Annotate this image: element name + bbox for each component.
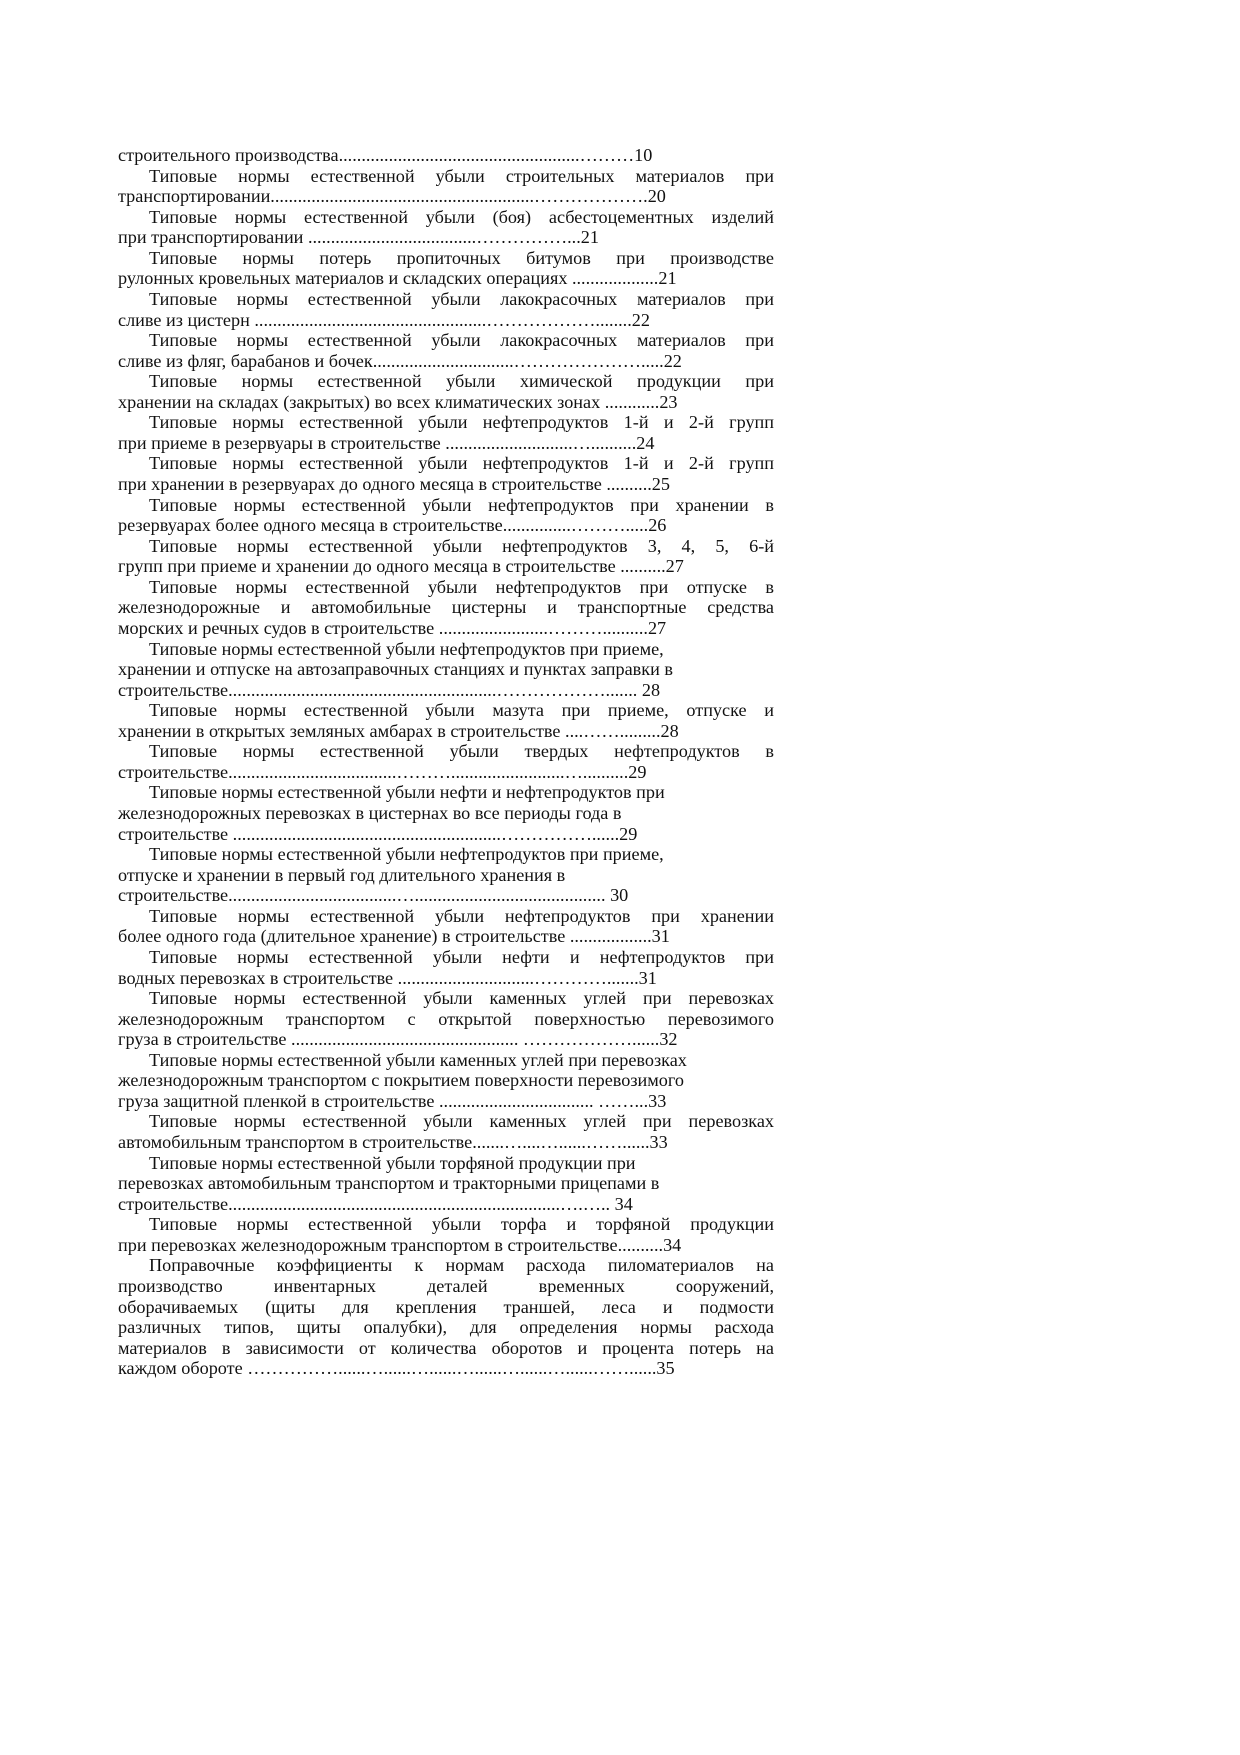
toc-entry-start: Типовые нормы естественной убыли нефтепродуктов 1-й и 2-й групп (149, 453, 774, 474)
toc-entry-line: производство инвентарных деталей временных сооружений, (118, 1275, 774, 1296)
toc-entry-start: Типовые нормы естественной убыли нефтепродуктов при хранении в (149, 494, 774, 515)
toc-entry-start: Типовые нормы естественной убыли нефтепродуктов при отпуске в (149, 576, 774, 597)
toc-entry-start: Типовые нормы естественной убыли каменных углей при перевозках (149, 988, 774, 1009)
toc-entry-line: хранении в открытых земляных амбарах в строительстве ....…….........28 (118, 720, 679, 741)
toc-entry-line: оборачиваемых (щиты для крепления траншей, леса и подмости (118, 1296, 774, 1317)
toc-entry-line: транспортировании..........................................................……………….20 (118, 186, 666, 207)
toc-entry-start: Типовые нормы естественной убыли нефтепродуктов 1-й и 2-й групп (149, 412, 774, 433)
toc-entry-line: строительстве.....................................……….........................…..........29 (118, 761, 647, 782)
toc-entry-line: железнодорожным транспортом с открытой поверхностью перевозимого (118, 1008, 774, 1029)
toc-entry-start: Типовые нормы естественной убыли нефти и нефтепродуктов при (149, 946, 774, 967)
toc-entry-line: отпуске и хранении в первый год длительного хранения в (118, 864, 566, 885)
toc-entry-line: сливе из цистерн ...................................................………………........22 (118, 309, 650, 330)
toc-entry-line: перевозках автомобильным транспортом и тракторными прицепами в (118, 1173, 660, 1194)
toc-entry-line: строительстве.........................................................................….….. 34 (118, 1193, 633, 1214)
toc-entry-start: Типовые нормы естественной убыли (боя) асбестоцементных изделий (149, 206, 774, 227)
toc-entry-start: Типовые нормы естественной убыли каменных углей при перевозках (149, 1111, 774, 1132)
toc-entry-line: при приеме в резервуары в строительстве ............................…..........24 (118, 432, 655, 453)
toc-entry-line: строительстве ...........................................................……………......29 (118, 823, 638, 844)
toc-entry-line: строительстве...........................................................………………....... 28 (118, 679, 661, 700)
toc-entry-line: груза защитной пленкой в строительстве .................................. ……...33 (118, 1090, 667, 1111)
toc-entry-start: Типовые нормы естественной убыли мазута при приеме, отпуске и (149, 700, 774, 721)
toc-entry-line: железнодорожные и автомобильные цистерны и транспортные средства (118, 597, 774, 618)
toc-entry-start: Типовые нормы естественной убыли лакокрасочных материалов при (149, 330, 774, 351)
toc-entry-line: рулонных кровельных материалов и складских операциях ...................21 (118, 268, 677, 289)
toc-entry-line: автомобильным транспортом в строительстве.......…....…......……......33 (118, 1132, 668, 1152)
toc-entry-start: Типовые нормы естественной убыли нефтепродуктов при хранении (149, 905, 774, 926)
toc-entry-start: Типовые нормы потерь пропиточных битумов при производстве (149, 247, 774, 268)
toc-entry-line: резервуарах более одного месяца в строительстве...............……….....26 (118, 515, 667, 536)
toc-entry-start: Типовые нормы естественной убыли нефтепродуктов при приеме, (149, 844, 664, 865)
toc-entry-line: груза в строительстве .................................................. ………………......32 (118, 1029, 678, 1050)
toc-entry-line: строительстве.....................................….......................................... 30 (118, 885, 629, 906)
toc-entry-start: Типовые нормы естественной убыли химической продукции при (149, 371, 774, 392)
toc-entry-start: Типовые нормы естественной убыли торфа и торфяной продукции (149, 1214, 774, 1235)
table-of-contents (118, 145, 774, 1379)
toc-entry-line: хранении на складах (закрытых) во всех климатических зонах ............23 (118, 391, 678, 412)
toc-entry-start: Типовые нормы естественной убыли торфяной продукции при (149, 1152, 636, 1173)
toc-entry-line: материалов в зависимости от количества оборотов и процента потерь на (118, 1337, 774, 1358)
toc-entry-line: более одного года (длительное хранение) в строительстве ..................31 (118, 926, 670, 947)
toc-entry-start: Типовые нормы естественной убыли нефти и нефтепродуктов при (149, 782, 665, 803)
toc-entry-start: Типовые нормы естественной убыли строительных материалов при (149, 165, 774, 186)
toc-entry-start: Типовые нормы естественной убыли лакокрасочных материалов при (149, 288, 774, 309)
toc-entry-line: при перевозках железнодорожным транспортом в строительстве..........34 (118, 1234, 682, 1255)
toc-entry-line: групп при приеме и хранении до одного месяца в строительстве ..........27 (118, 556, 684, 577)
toc-entry-line: железнодорожным транспортом с покрытием поверхности перевозимого (118, 1070, 684, 1091)
toc-entry-line: строительного производства.....................................................………10 (118, 145, 653, 165)
toc-entry-start: Типовые нормы естественной убыли твердых нефтепродуктов в (149, 741, 774, 762)
toc-entry-start: Типовые нормы естественной убыли нефтепродуктов 3, 4, 5, 6-й (149, 535, 774, 556)
toc-entry-line: сливе из фляг, барабанов и бочек...............................………………….....22 (118, 350, 682, 371)
toc-entry-start: Типовые нормы естественной убыли каменных углей при перевозках (149, 1049, 687, 1070)
toc-entry-line: хранении и отпуске на автозаправочных станциях и пунктах заправки в (118, 659, 673, 680)
toc-entry-line: при хранении в резервуарах до одного месяца в строительстве ..........25 (118, 474, 670, 494)
toc-entry-start: Типовые нормы естественной убыли нефтепродуктов при приеме, (149, 638, 664, 659)
toc-entry-line: при транспортировании .....................................……………...21 (118, 227, 599, 248)
toc-entry-line: каждом обороте ……………......…......…......…......…......…......……......35 (118, 1358, 675, 1379)
toc-entry-line: железнодорожных перевозках в цистернах во все периоды года в (118, 803, 622, 823)
toc-entry-line: водных перевозках в строительстве ..............................………….......31 (118, 967, 657, 988)
toc-entry-start: Поправочные коэффициенты к нормам расхода пиломатериалов на (149, 1255, 774, 1276)
toc-entry-line: различных типов, щиты опалубки), для определения нормы расхода (118, 1317, 774, 1338)
toc-entry-line: морских и речных судов в строительстве ........................………..........27 (118, 617, 667, 638)
